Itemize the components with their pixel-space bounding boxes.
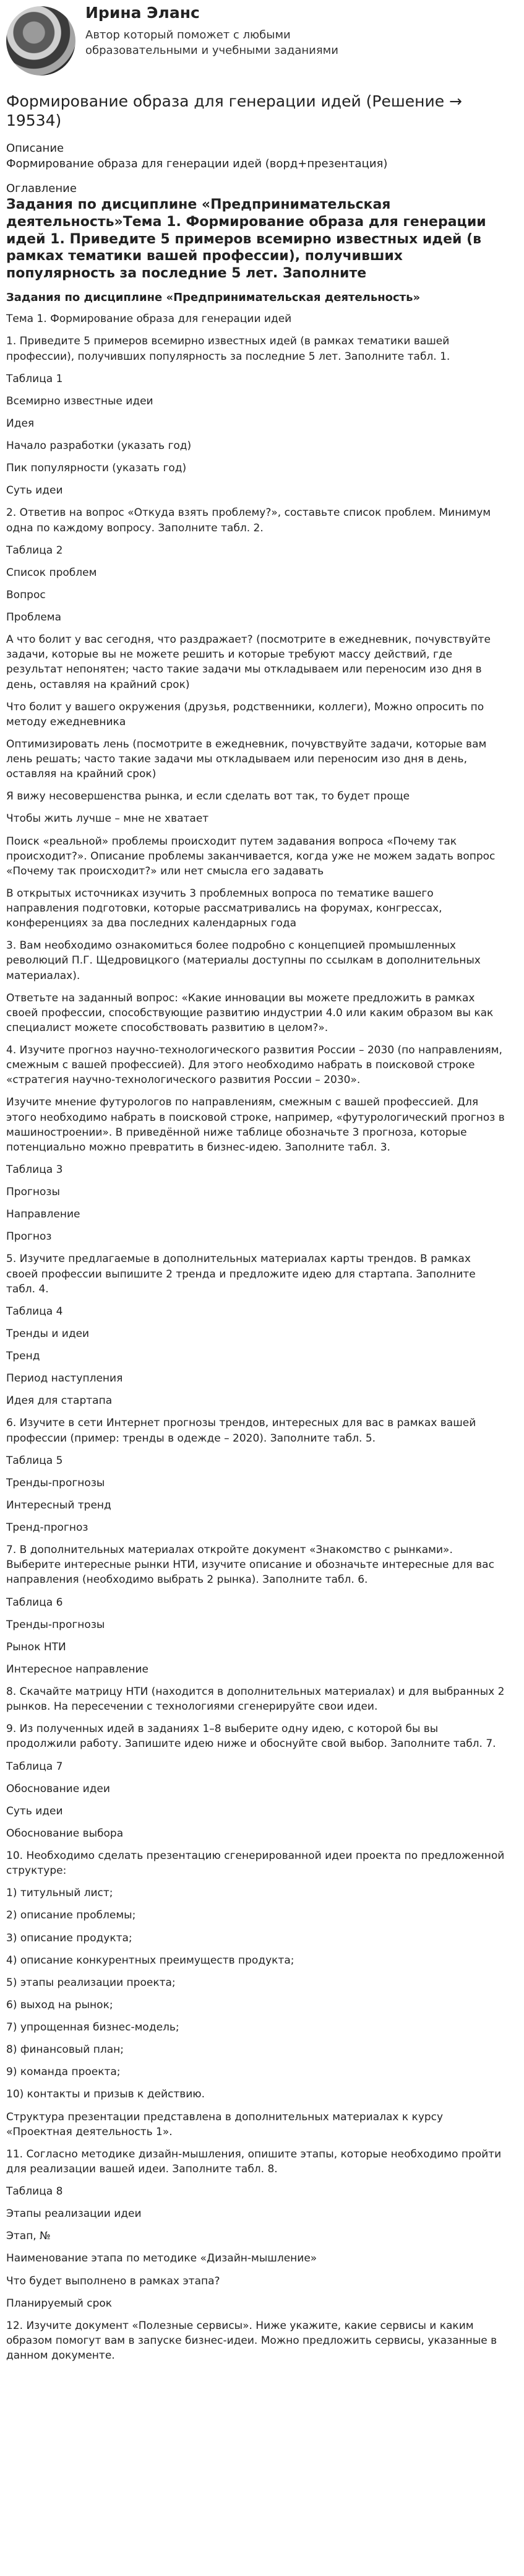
body-paragraph: 10) контакты и призыв к действию. <box>6 2088 205 2101</box>
body-paragraph: Начало разработки (указать год) <box>6 440 192 453</box>
body-paragraph: Интересное направление <box>6 1663 148 1676</box>
body-paragraph: Суть идеи <box>6 1804 63 1817</box>
body-paragraph: Тренд-прогноз <box>6 1521 88 1534</box>
body-paragraph: В открытых источниках изучить 3 проблемных вопроса по тематике вашего направления подготовки, которые рассматривались на форумах, конгрессах, конференциях за два последних календарных года <box>6 887 442 930</box>
body-paragraph: 1. Приведите 5 примеров всемирно известных идей (в рамках тематики вашей профессии), получивших популярность за последние 5 лет. Заполните табл. 1. <box>6 335 450 363</box>
body-paragraph: 2) описание проблемы; <box>6 1909 136 1922</box>
description-label: Описание <box>6 141 64 155</box>
body-paragraph: Таблица 2 <box>6 544 63 557</box>
body-paragraph: Структура презентации представлена в дополнительных материалах к курсу «Проектная деятельность 1». <box>6 2110 444 2138</box>
body-paragraph: Направление <box>6 1208 80 1221</box>
body-paragraph: Суть идеи <box>6 484 63 497</box>
body-paragraph: Тренд <box>6 1350 40 1363</box>
body-paragraph: 9) команда проекта; <box>6 2066 121 2079</box>
body-paragraph: Таблица 4 <box>6 1305 63 1318</box>
body-paragraph: Этапы реализации идеи <box>6 2208 142 2221</box>
body-paragraph: 12. Изучите документ «Полезные сервисы». Ниже укажите, какие сервисы и каким образом помогут вам в запуске бизнес-идеи. Можно предложить сервисы, указанные в данном документе. <box>6 2319 497 2362</box>
body-paragraph: Таблица 1 <box>6 372 63 385</box>
body-paragraph: 4. Изучите прогноз научно-технологического развития России – 2030 (по направлениям, смежным с вашей профессией). Для этого необходимо набрать в поисковой строке «стратегия научно-технологического развития России – 2030». <box>6 1044 502 1087</box>
page-title: Формирование образа для генерации идей (Решение → 19534) <box>6 92 462 130</box>
body-paragraph: Оптимизировать лень (посмотрите в ежедневник, почувствуйте задачи, которые вам лень решать; часто такие задачи мы откладываем или переносим изо дня в день, оставляя на крайний срок) <box>6 738 487 781</box>
body-paragraph: Рынок НТИ <box>6 1640 66 1653</box>
body-paragraph: Таблица 5 <box>6 1454 63 1467</box>
body-paragraph: Тема 1. Формирование образа для генерации идей <box>6 313 292 326</box>
body-paragraph: Я вижу несовершенства рынка, и если сделать вот так, то будет проще <box>6 790 410 803</box>
body-paragraph: Вопрос <box>6 588 46 601</box>
body-paragraph: 3. Вам необходимо ознакомиться более подробно с концепцией промышленных революций П.Г. Щедровицкого (материалы доступны по ссылкам в дополнительных материалах). <box>6 939 481 982</box>
body-paragraph: Поиск «реальной» проблемы происходит путем задавания вопроса «Почему так происходит?». Описание проблемы заканчивается, когда уже не можем задать вопрос «Почему так происходит?» или нет смысла его задавать <box>6 835 496 877</box>
body-paragraph: Список проблем <box>6 566 97 579</box>
body-paragraph: Интересный тренд <box>6 1499 111 1512</box>
body-paragraph: 4) описание конкурентных преимуществ продукта; <box>6 1954 294 1967</box>
body-paragraph: Таблица 6 <box>6 1596 63 1609</box>
body-paragraph: Проблема <box>6 611 62 624</box>
body-paragraph: 7. В дополнительных материалах откройте документ «Знакомство с рынками». Выберите интересные рынки НТИ, изучите описание и обозначьте интересные для вас направления (необходимо выбрать 2 рынка). Заполните табл. 6. <box>6 1544 494 1586</box>
body-paragraph: Прогноз <box>6 1230 52 1243</box>
body-paragraph: Обоснование идеи <box>6 1782 110 1795</box>
body-paragraph: Идея для стартапа <box>6 1395 113 1408</box>
body-paragraph: 7) упрощенная бизнес-модель; <box>6 2021 179 2034</box>
body-paragraph: Таблица 7 <box>6 1760 63 1773</box>
body-paragraph: 2. Ответив на вопрос «Откуда взять проблему?», составьте список проблем. Минимум одна по каждому вопросу. Заполните табл. 2. <box>6 507 491 534</box>
author-card <box>6 2 505 84</box>
body-paragraph: 1) титульный лист; <box>6 1887 113 1900</box>
body-paragraph: 6) выход на рынок; <box>6 1998 113 2011</box>
description-text: Формирование образа для генерации идей (ворд+презентация) <box>6 157 388 171</box>
body-paragraph: Что будет выполнено в рамках этапа? <box>6 2274 220 2287</box>
body-paragraph: 11. Согласно методике дизайн-мышления, опишите этапы, которые необходимо пройти для реализации вашей идеи. Заполните табл. 8. <box>6 2147 502 2175</box>
body-paragraph: 3) описание продукта; <box>6 1931 132 1944</box>
body-paragraph: Тренды-прогнозы <box>6 1618 105 1631</box>
body-paragraph: 8) финансовый план; <box>6 2043 124 2056</box>
toc-heading: Задания по дисциплине «Предпринимательская деятельность»Тема 1. Формирование образа для генерации идей 1. Приведите 5 примеров всемирно известных идей (в рамках тематики вашей профессии), получивших популярность за последние 5 лет. Заполните <box>6 197 486 282</box>
body-paragraph: Таблица 3 <box>6 1163 63 1176</box>
body-paragraph: Обоснование выбора <box>6 1827 124 1840</box>
body-paragraph: Таблица 8 <box>6 2185 63 2198</box>
author-avatar[interactable] <box>6 6 75 76</box>
body-paragraph: Тренды и идеи <box>6 1327 90 1340</box>
section-heading: Задания по дисциплине «Предпринимательская деятельность» <box>6 290 421 304</box>
body-paragraph: Период наступления <box>6 1372 123 1385</box>
body-paragraph: Что болит у вашего окружения (друзья, родственники, коллеги), Можно опросить по методу ежедневника <box>6 700 484 728</box>
body-paragraph: 8. Скачайте матрицу НТИ (находится в дополнительных материалах) и для выбранных 2 рынков. На пересечении с технологиями сгенерируйте свои идеи. <box>6 1686 505 1713</box>
body-paragraph: Этап, № <box>6 2230 51 2243</box>
body-paragraph: Пик популярности (указать год) <box>6 462 187 475</box>
body-paragraph: 5) этапы реализации проекта; <box>6 1976 176 1989</box>
body-paragraph: 6. Изучите в сети Интернет прогнозы трендов, интересных для вас в рамках вашей профессии (пример: тренды в одежде – 2020). Заполните табл. 5. <box>6 1417 476 1445</box>
body-paragraph: Идея <box>6 417 35 430</box>
body-paragraph: Ответьте на заданный вопрос: «Какие инновации вы можете предложить в рамках своей профессии, способствующие развитию индустрии 4.0 или каким образом вы как специалист можете способствовать развитию в целом?». <box>6 991 494 1034</box>
body-paragraph: 5. Изучите предлагаемые в дополнительных материалах карты трендов. В рамках своей профессии выпишите 2 тренда и предложите идею для стартапа. Заполните табл. 4. <box>6 1253 476 1295</box>
body-paragraph: А что болит у вас сегодня, что раздражает? (посмотрите в ежедневник, почувствуйте задачи, которые вы не можете решить и которые требуют массу действий, где результат непонятен; часто такие задачи мы откладываем или переносим изо дня в день, оставляя на крайний срок) <box>6 633 491 691</box>
toc-label: Оглавление <box>6 181 77 195</box>
body-paragraph: Чтобы жить лучше – мне не хватает <box>6 812 209 825</box>
document-body <box>6 311 505 2363</box>
body-paragraph: Планируемый срок <box>6 2297 113 2310</box>
body-paragraph: 10. Необходимо сделать презентацию сгенерированной идеи проекта по предложенной структуре: <box>6 1850 505 1878</box>
author-info <box>85 2 351 58</box>
author-description: Автор который поможет с любыми образовательными и учебными заданиями <box>85 28 338 58</box>
body-paragraph: Прогнозы <box>6 1186 60 1199</box>
body-paragraph: Всемирно известные идеи <box>6 394 153 407</box>
body-paragraph: 9. Из полученных идей в заданиях 1–8 выберите одну идею, с которой бы вы продолжили работу. Запишите идею ниже и обоснуйте свой выбор. Заполните табл. 7. <box>6 1723 496 1751</box>
body-paragraph: Наименование этапа по методике «Дизайн-мышление» <box>6 2252 317 2265</box>
body-paragraph: Изучите мнение футурологов по направлениям, смежным с вашей профессией. Для этого необходимо набрать в поисковой строке, например, «футурологический прогноз в машиностроении». В приведённой ниже таблице обозначьте 3 прогноза, которые потенциально можно превратить в бизнес-идею. Заполните табл. 3. <box>6 1096 505 1154</box>
author-name[interactable]: Ирина Эланс <box>85 4 200 22</box>
body-paragraph: Тренды-прогнозы <box>6 1476 105 1489</box>
